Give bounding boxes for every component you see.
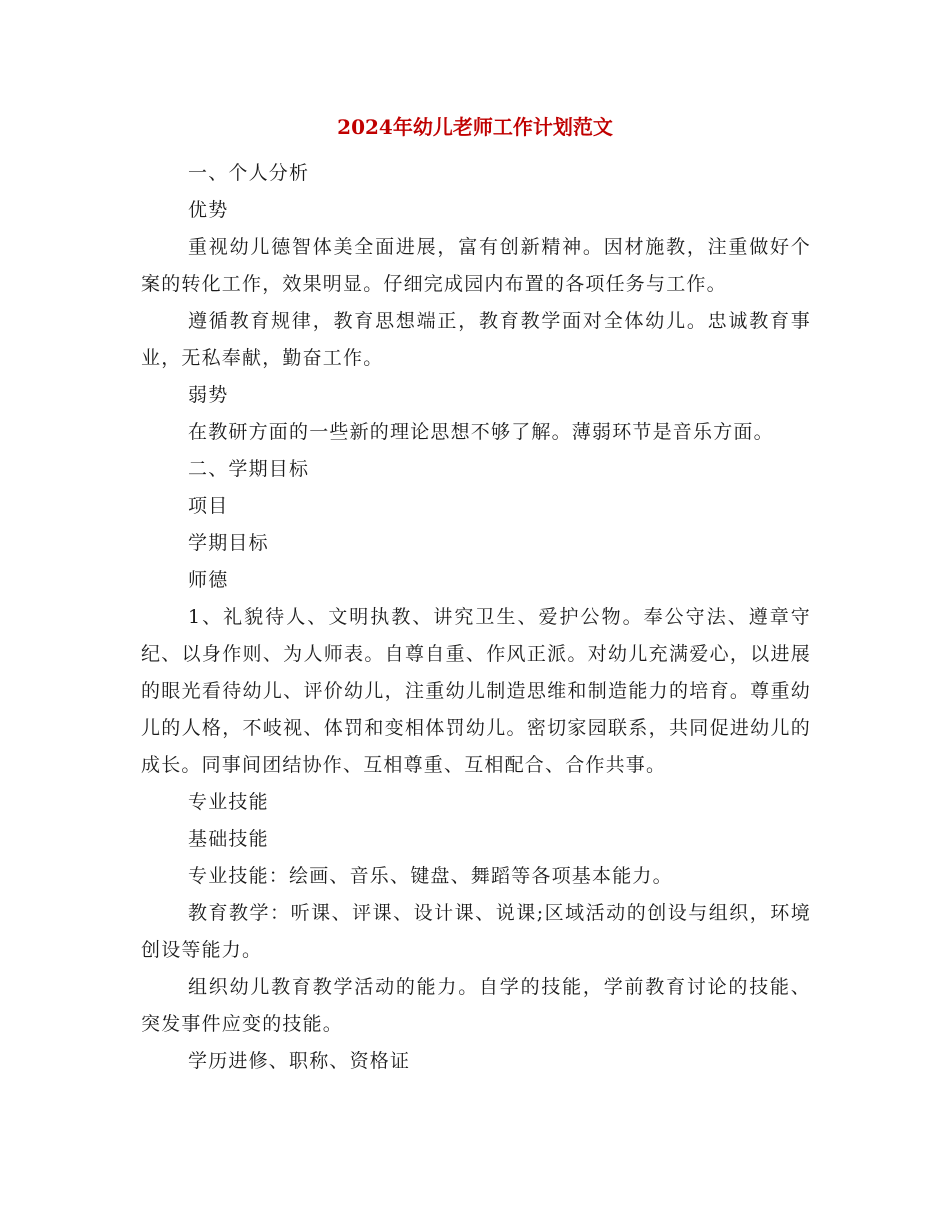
document-body [141,155,811,1080]
paragraph-ethics: 1、礼貌待人、文明执教、讲究卫生、爱护公物。奉公守法、遵章守纪、以身作则、为人师表。自尊自重、作风正派。对幼儿充满爱心，以进展的眼光看待幼儿、评价幼儿，注重幼儿制造思维和制造能力的培育。尊重幼儿的人格，不岐视、体罚和变相体罚幼儿。密切家园联系，共同促进幼儿的成长。同事间团结协作、互相尊重、互相配合、合作共事。 [141,606,811,776]
label-education-credentials: 学历进修、职称、资格证 [188,1050,411,1072]
paragraph-strength-1: 重视幼儿德智体美全面进展，富有创新精神。因材施教，注重做好个案的转化工作，效果明显。仔细完成园内布置的各项任务与工作。 [141,236,811,295]
paragraph-weakness: 在教研方面的一些新的理论思想不够了解。薄弱环节是音乐方面。 [188,421,774,443]
subheading-weaknesses: 弱势 [188,384,229,406]
label-item: 项目 [188,495,229,517]
paragraph-organizing: 组织幼儿教育教学活动的能力。自学的技能，学前教育讨论的技能、突发事件应变的技能。 [141,976,811,1035]
paragraph-strength-2: 遵循教育规律，教育思想端正，教育教学面对全体幼儿。忠诚教育事业，无私奉献，勤奋工作。 [141,310,811,369]
label-semester-goals: 学期目标 [188,532,269,554]
paragraph-teaching: 教育教学：听课、评课、设计课、说课;区域活动的创设与组织，环境创设等能力。 [141,902,811,961]
paragraph-skills: 专业技能：绘画、音乐、键盘、舞蹈等各项基本能力。 [188,865,673,887]
heading-semester-goals: 二、学期目标 [188,458,310,480]
subheading-strengths: 优势 [188,199,229,221]
heading-personal-analysis: 一、个人分析 [188,162,310,184]
label-professional-skills: 专业技能 [188,791,269,813]
document-title: 2024年幼儿老师工作计划范文 [337,115,613,139]
label-teacher-ethics: 师德 [188,569,229,591]
label-basic-skills: 基础技能 [188,828,269,850]
